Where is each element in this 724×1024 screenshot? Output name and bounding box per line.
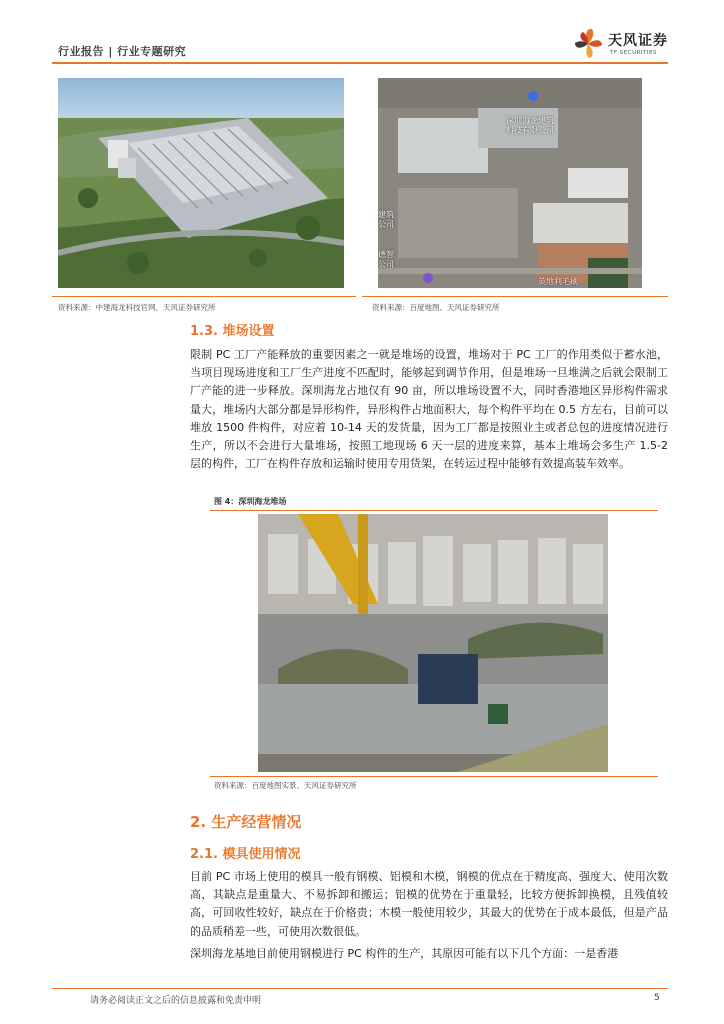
logo-flower-icon [570,26,606,62]
satellite-map-image [378,78,642,288]
figure-top-left-source: 资料来源：中建海龙科技官网、天风证券研究所 [58,303,216,312]
map-label-gongsi: 公司 [378,220,394,229]
section-2-heading: 2. 生产经营情况 [190,813,302,831]
section-2-1-heading: 2.1. 模具使用情况 [190,847,301,862]
section-2-1-paragraph-2: 深圳海龙基地目前使用钢模进行 PC 构件的生产，其原因可能有以下几个方面：一是香港 [190,947,619,960]
map-label-company [506,116,554,136]
map-label-left [378,210,394,230]
map-label-dezhi: 德智 [378,250,394,259]
map-label-line2: 科技有限公司 [506,126,554,135]
page-number: 5 [654,993,660,1003]
map-label-jianzhu: 建筑 [378,210,394,219]
section-2-1-paragraph-1: 目前 PC 市场上使用的模具一般有钢模、铝模和木模，钢模的优点在于精度高、强度大、使用次数高，其缺点是重量大、不易拆卸和搬运；铝模的优势在于重量轻，比较方便拆卸换模，且残值较高，可回收性较好，缺点在于价格贵；木模一般使用较少，其最大的优势在于成本最低，但是产品的品质稍差一些，可使用次数很低。 [190,870,668,938]
header-divider [52,62,668,64]
map-label-gongsi2: 公司 [378,260,394,269]
logo-text-en: TF SECURITIES [610,50,657,56]
figure-4-source: 资料来源：百度地图实景、天风证券研究所 [214,781,357,790]
section-1-3-heading: 1.3. 堆场设置 [190,324,275,339]
map-label-line1: 深圳海龙建筑 [506,116,554,125]
storage-yard-photo [258,514,608,772]
section-1-3-paragraph: 限制 PC 工厂产能释放的重要因素之一就是堆场的设置，堆场对于 PC 工厂的作用类似于蓄水池，当项目现场进度和工厂生产进度不匹配时，能够起到调节作用，但是堆场一旦堆满之后就会限制工厂产能的进一步释放。深圳海龙占地仅有 90 亩，所以堆场设置不大，同时香港地区异形构件需求量大，堆场内大部分都是异形构件，异形构件占地面积大，每个构件平均在 0.5 方左右，目前可以堆放 1500 件构件，对应着 10-14 天的发货量，因为工厂都是按照业主或者总包的进度情况进行生产，所以不会进行大量堆场，按照工地现场 6 天一层的进度来算，基本上堆场会多生产 1.5-2 层的构件，工厂在构件存放和运输时使用专用货架，在转运过程中能够有效提高装车效率。 [190,348,668,471]
figure-top-right-source: 资料来源：百度地图、天风证券研究所 [372,303,500,312]
tf-securities-logo [570,24,670,62]
figure-top-right-rule [362,296,668,297]
figure-4-caption: 图 4：深圳海龙堆场 [214,497,287,506]
figure-4-source-rule [210,776,658,777]
footer-disclaimer: 请务必阅读正文之后的信息披露和免责申明 [90,996,262,1006]
footer-divider [52,988,668,989]
factory-rendering-image [58,78,344,288]
logo-text-cn: 天风证券 [608,33,668,49]
map-label-left2 [378,250,394,270]
header-title: 行业报告 | 行业专题研究 [58,45,187,58]
map-label-bottom: 英地利毛刷 [538,277,578,286]
figure-4-caption-rule [210,510,658,511]
figure-top-left-rule [52,296,356,297]
